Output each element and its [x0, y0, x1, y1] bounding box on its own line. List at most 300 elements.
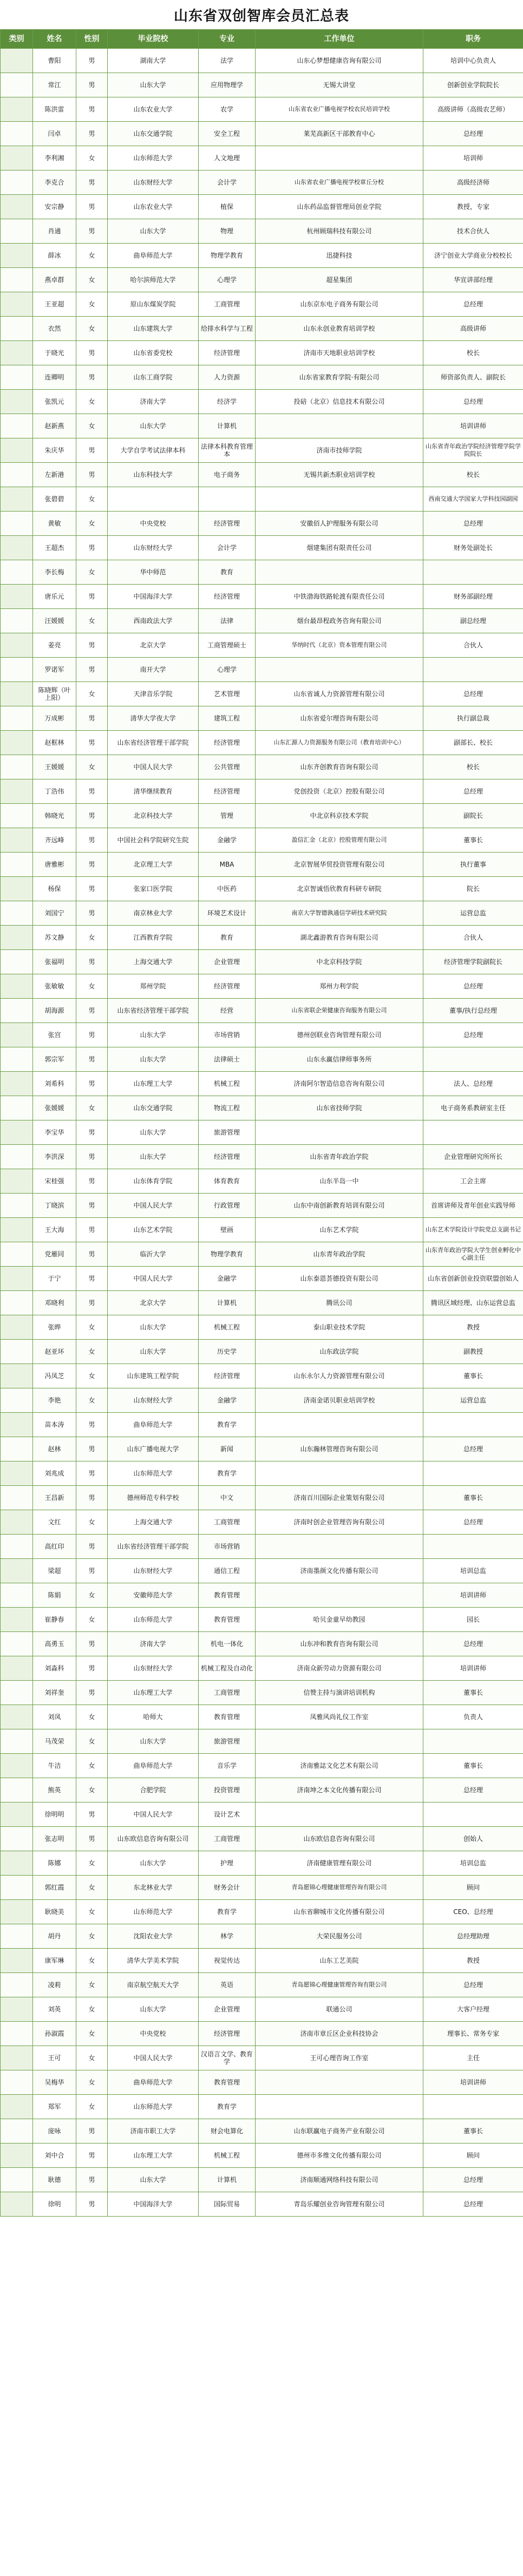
- cell-employer: 北京智诚悟欣教育科研专研院: [256, 877, 423, 901]
- cell-gender: 男: [76, 877, 108, 901]
- cell-school: 曲阜师范大学: [108, 244, 199, 268]
- cell-gender: 女: [76, 1924, 108, 1949]
- header-category: 类别: [1, 30, 33, 49]
- cell-school: 北京大学: [108, 633, 199, 658]
- cell-school: 合肥学院: [108, 1778, 199, 1802]
- cell-name: 朱庆华: [33, 438, 76, 463]
- table-row: [1, 1900, 523, 1924]
- cell-category: [1, 1973, 33, 1997]
- cell-employer: 山东省联企荣健康咨询服务有限公司: [256, 999, 423, 1023]
- cell-major: 经济管理: [199, 585, 256, 609]
- cell-school: 南京林业大学: [108, 901, 199, 926]
- cell-employer: 山东省聊城市文化传播有限公司: [256, 1900, 423, 1924]
- cell-name: 王可: [33, 2046, 76, 2070]
- cell-school: 山东省经济管理干部学院: [108, 999, 199, 1023]
- cell-major: 旅游管理: [199, 1729, 256, 1754]
- cell-category: [1, 999, 33, 1023]
- table-row: [1, 804, 523, 828]
- cell-employer: 南京大学智德孰通信学研技术研究院: [256, 901, 423, 926]
- cell-category: [1, 512, 33, 536]
- table-row: [1, 1145, 523, 1169]
- cell-category: [1, 1535, 33, 1559]
- cell-school: 北京科技大学: [108, 804, 199, 828]
- cell-major: 机械工程: [199, 1315, 256, 1340]
- cell-category: [1, 1388, 33, 1413]
- cell-employer: 山东药品监督管理局创业学院: [256, 195, 423, 219]
- cell-category: [1, 1315, 33, 1340]
- table-row: [1, 1778, 523, 1802]
- cell-school: 哈尔滨师范大学: [108, 268, 199, 292]
- header-employer: 工作单位: [256, 30, 423, 49]
- cell-school: 山东省经济管理干部学院: [108, 731, 199, 755]
- cell-name: 薛冰: [33, 244, 76, 268]
- table-row: [1, 317, 523, 341]
- cell-employer: 迅捷科技: [256, 244, 423, 268]
- cell-category: [1, 609, 33, 633]
- cell-position: 理事长、常务专家: [423, 2022, 523, 2046]
- table-row: [1, 633, 523, 658]
- cell-category: [1, 1218, 33, 1242]
- cell-category: [1, 341, 33, 365]
- cell-gender: 男: [76, 658, 108, 682]
- cell-gender: 女: [76, 1997, 108, 2022]
- cell-school: [108, 487, 199, 512]
- cell-school: 山东大学: [108, 1047, 199, 1072]
- cell-position: 培训总监: [423, 1559, 523, 1583]
- table-row: [1, 1535, 523, 1559]
- cell-category: [1, 2192, 33, 2217]
- cell-major: 计算机: [199, 414, 256, 438]
- cell-employer: [256, 1583, 423, 1608]
- cell-major: 工商管理硕士: [199, 633, 256, 658]
- table-row: [1, 1583, 523, 1608]
- cell-school: 山东交通学院: [108, 122, 199, 146]
- cell-position: [423, 2095, 523, 2119]
- cell-category: [1, 244, 33, 268]
- cell-position: 教授: [423, 1949, 523, 1973]
- cell-employer: [256, 560, 423, 585]
- cell-category: [1, 1705, 33, 1729]
- cell-school: 山东体育学院: [108, 1169, 199, 1194]
- cell-category: [1, 73, 33, 97]
- cell-category: [1, 755, 33, 779]
- cell-name: 刘凤: [33, 1705, 76, 1729]
- cell-major: 植保: [199, 195, 256, 219]
- cell-position: 董事长: [423, 2119, 523, 2144]
- cell-major: 英语: [199, 1973, 256, 1997]
- cell-employer: 山东永创业教育培训学校: [256, 317, 423, 341]
- cell-gender: 男: [76, 73, 108, 97]
- cell-category: [1, 1194, 33, 1218]
- cell-school: 中国海洋大学: [108, 2192, 199, 2217]
- cell-major: 计算机: [199, 2168, 256, 2192]
- cell-major: 法律硕士: [199, 1047, 256, 1072]
- cell-gender: 女: [76, 268, 108, 292]
- cell-employer: 泰山职业技术学院: [256, 1315, 423, 1340]
- cell-major: 投资管理: [199, 1778, 256, 1802]
- table-row: [1, 1023, 523, 1047]
- table-row: [1, 950, 523, 974]
- cell-gender: 男: [76, 1072, 108, 1096]
- cell-position: [423, 1461, 523, 1486]
- cell-gender: 男: [76, 779, 108, 804]
- cell-employer: 山东欧信息咨询有限公司: [256, 1827, 423, 1851]
- table-row: [1, 1632, 523, 1656]
- cell-employer: 青岛愿锦心理健康管理咨询有限公司: [256, 1876, 423, 1900]
- cell-gender: 女: [76, 317, 108, 341]
- cell-name: 黄敏: [33, 512, 76, 536]
- cell-employer: [256, 146, 423, 171]
- member-table: [0, 29, 523, 2217]
- table-row: [1, 853, 523, 877]
- cell-school: 山东艺术学院: [108, 1218, 199, 1242]
- cell-school: 北京大学: [108, 1291, 199, 1315]
- cell-position: 总经理: [423, 390, 523, 414]
- cell-category: [1, 122, 33, 146]
- cell-employer: 郑州力利学院: [256, 974, 423, 999]
- cell-gender: 女: [76, 609, 108, 633]
- cell-school: 山东理工大学: [108, 1072, 199, 1096]
- cell-major: 财会电算化: [199, 2119, 256, 2144]
- cell-category: [1, 1632, 33, 1656]
- cell-name: 苗本涛: [33, 1413, 76, 1437]
- cell-position: 董事长: [423, 1681, 523, 1705]
- cell-school: 湖南大学: [108, 49, 199, 73]
- cell-employer: [256, 487, 423, 512]
- cell-gender: 男: [76, 2192, 108, 2217]
- cell-major: 会计学: [199, 171, 256, 195]
- cell-position: 培训讲师: [423, 414, 523, 438]
- cell-major: 中文: [199, 1486, 256, 1510]
- cell-name: 高红印: [33, 1535, 76, 1559]
- cell-name: 赵框林: [33, 731, 76, 755]
- cell-school: 安徽师范大学: [108, 1583, 199, 1608]
- cell-major: 教育管理: [199, 1583, 256, 1608]
- cell-name: 李艳: [33, 1388, 76, 1413]
- cell-name: 凌莉: [33, 1973, 76, 1997]
- cell-name: 韩晓光: [33, 804, 76, 828]
- cell-position: 高级讲师（高级农艺师）: [423, 97, 523, 122]
- cell-gender: 女: [76, 1705, 108, 1729]
- cell-name: 王亚超: [33, 292, 76, 317]
- cell-category: [1, 1486, 33, 1510]
- cell-school: 临沂大学: [108, 1242, 199, 1267]
- cell-major: [199, 487, 256, 512]
- cell-position: 顾问: [423, 2144, 523, 2168]
- table-row: [1, 1851, 523, 1876]
- cell-position: 总经理: [423, 2168, 523, 2192]
- cell-school: 哈师大: [108, 1705, 199, 1729]
- table-row: [1, 1754, 523, 1778]
- cell-name: 郭宗军: [33, 1047, 76, 1072]
- cell-major: 公共管理: [199, 755, 256, 779]
- cell-school: 山东财经大学: [108, 536, 199, 560]
- cell-name: 齐远峰: [33, 828, 76, 853]
- cell-major: 经营: [199, 999, 256, 1023]
- cell-major: 经济管理: [199, 1364, 256, 1388]
- table-row: [1, 536, 523, 560]
- cell-major: 金融学: [199, 1388, 256, 1413]
- cell-position: 总经理: [423, 974, 523, 999]
- cell-name: 唐雅彬: [33, 853, 76, 877]
- cell-category: [1, 195, 33, 219]
- cell-name: 孙淑霞: [33, 2022, 76, 2046]
- cell-name: 陈娜: [33, 1851, 76, 1876]
- cell-position: 合伙人: [423, 926, 523, 950]
- cell-name: 李利湘: [33, 146, 76, 171]
- cell-position: 法人、总经理: [423, 1072, 523, 1096]
- cell-school: 中国人民大学: [108, 755, 199, 779]
- cell-position: 培训讲师: [423, 2070, 523, 2095]
- cell-position: 电子商务系教研室主任: [423, 1096, 523, 1120]
- cell-position: 济宁创业大学商业分校校长: [423, 244, 523, 268]
- cell-employer: [256, 1729, 423, 1754]
- cell-name: 马茂荣: [33, 1729, 76, 1754]
- cell-category: [1, 877, 33, 901]
- cell-category: [1, 1559, 33, 1583]
- cell-school: 山东财经大学: [108, 1559, 199, 1583]
- cell-employer: 山东泰恩荟德投资有限公司: [256, 1267, 423, 1291]
- cell-gender: 女: [76, 2022, 108, 2046]
- table-row: [1, 1729, 523, 1754]
- cell-category: [1, 1608, 33, 1632]
- cell-gender: 女: [76, 2095, 108, 2119]
- cell-school: 山东建筑工程学院: [108, 1364, 199, 1388]
- cell-employer: 烟台最昂程政务咨询有限公司: [256, 609, 423, 633]
- table-row: [1, 463, 523, 487]
- cell-school: 山东大学: [108, 1340, 199, 1364]
- cell-position: 培训讲师: [423, 1583, 523, 1608]
- table-row: [1, 1315, 523, 1340]
- cell-school: 山东大学: [108, 1023, 199, 1047]
- cell-category: [1, 1778, 33, 1802]
- cell-major: 会计学: [199, 536, 256, 560]
- cell-school: 清华大学夜大学: [108, 706, 199, 731]
- cell-employer: 山东省诚人力资源管理有限公司: [256, 682, 423, 706]
- cell-major: 汉语言文学、教育学: [199, 2046, 256, 2070]
- cell-school: 中国社会科学院研究生院: [108, 828, 199, 853]
- cell-position: [423, 658, 523, 682]
- table-row: [1, 97, 523, 122]
- title-bar: [0, 0, 523, 29]
- cell-gender: 女: [76, 1608, 108, 1632]
- cell-school: 曲阜师范大学: [108, 1754, 199, 1778]
- table-row: [1, 901, 523, 926]
- cell-name: 张福明: [33, 950, 76, 974]
- cell-school: 曲阜师范大学: [108, 2070, 199, 2095]
- cell-employer: 山东省技师学院: [256, 1096, 423, 1120]
- cell-major: 经济管理: [199, 974, 256, 999]
- cell-name: 唐乐元: [33, 585, 76, 609]
- cell-position: 工会主席: [423, 1169, 523, 1194]
- cell-school: 济南大学: [108, 390, 199, 414]
- cell-category: [1, 926, 33, 950]
- cell-school: 华中师范: [108, 560, 199, 585]
- cell-gender: 女: [76, 1876, 108, 1900]
- cell-gender: 男: [76, 1437, 108, 1461]
- cell-major: 林学: [199, 1924, 256, 1949]
- cell-major: 财务会计: [199, 1876, 256, 1900]
- cell-school: 济南市职工大学: [108, 2119, 199, 2144]
- cell-category: [1, 2070, 33, 2095]
- cell-position: 大客户经理: [423, 1997, 523, 2022]
- cell-name: 张敏敏: [33, 974, 76, 999]
- table-row: [1, 1705, 523, 1729]
- cell-position: 总经理: [423, 682, 523, 706]
- cell-category: [1, 463, 33, 487]
- cell-category: [1, 365, 33, 390]
- cell-employer: 山东省农业广播电视学校农民培训学校: [256, 97, 423, 122]
- cell-category: [1, 438, 33, 463]
- cell-category: [1, 585, 33, 609]
- cell-gender: 女: [76, 1949, 108, 1973]
- cell-name: 于晓光: [33, 341, 76, 365]
- table-row: [1, 585, 523, 609]
- cell-employer: [256, 414, 423, 438]
- cell-major: 金融学: [199, 828, 256, 853]
- cell-category: [1, 1461, 33, 1486]
- cell-school: 山东建筑大学: [108, 317, 199, 341]
- cell-name: 陈洪雷: [33, 97, 76, 122]
- cell-category: [1, 1729, 33, 1754]
- cell-gender: 女: [76, 1510, 108, 1535]
- cell-employer: 山东省爱尔理咨询有限公司: [256, 706, 423, 731]
- cell-category: [1, 1364, 33, 1388]
- cell-employer: 王可心理咨询工作室: [256, 2046, 423, 2070]
- cell-gender: 男: [76, 1120, 108, 1145]
- table-row: [1, 828, 523, 853]
- cell-gender: 女: [76, 1851, 108, 1876]
- cell-name: 耿晓美: [33, 1900, 76, 1924]
- cell-name: 赵林: [33, 1437, 76, 1461]
- cell-major: 中医药: [199, 877, 256, 901]
- cell-gender: 男: [76, 2144, 108, 2168]
- cell-position: 企业管理研究所所长: [423, 1145, 523, 1169]
- cell-employer: 中铁渤海铁路轮渡有限责任公司: [256, 585, 423, 609]
- cell-position: 财务部副经理: [423, 585, 523, 609]
- cell-category: [1, 2168, 33, 2192]
- cell-name: 胡海源: [33, 999, 76, 1023]
- cell-gender: 女: [76, 1973, 108, 1997]
- cell-name: 万成彬: [33, 706, 76, 731]
- cell-gender: 男: [76, 365, 108, 390]
- cell-school: 中央党校: [108, 512, 199, 536]
- cell-employer: 济南顺通网络科技有限公司: [256, 2168, 423, 2192]
- cell-category: [1, 1851, 33, 1876]
- cell-employer: 济南坤之本文化传播有限公司: [256, 1778, 423, 1802]
- cell-name: 张宫: [33, 1023, 76, 1047]
- cell-gender: 男: [76, 804, 108, 828]
- cell-employer: 山东半岛一中: [256, 1169, 423, 1194]
- cell-employer: 山东政法学院: [256, 1340, 423, 1364]
- cell-name: 曹阳: [33, 49, 76, 73]
- cell-school: 大学自学考试法律本科: [108, 438, 199, 463]
- cell-name: 刘英: [33, 1997, 76, 2022]
- cell-position: [423, 1120, 523, 1145]
- cell-gender: 男: [76, 1486, 108, 1510]
- cell-position: 副院长: [423, 804, 523, 828]
- cell-gender: 男: [76, 828, 108, 853]
- cell-category: [1, 731, 33, 755]
- header-position: 职务: [423, 30, 523, 49]
- cell-major: 经济管理: [199, 1145, 256, 1169]
- cell-employer: 山东永尔人力资源管理有限公司: [256, 1364, 423, 1388]
- cell-major: 机械工程: [199, 1072, 256, 1096]
- cell-category: [1, 536, 33, 560]
- table-row: [1, 999, 523, 1023]
- cell-category: [1, 1876, 33, 1900]
- cell-major: 通信工程: [199, 1559, 256, 1583]
- cell-position: [423, 560, 523, 585]
- cell-major: 教育学: [199, 1900, 256, 1924]
- cell-gender: 男: [76, 1169, 108, 1194]
- cell-major: 法律: [199, 609, 256, 633]
- cell-name: 姜亮: [33, 633, 76, 658]
- cell-major: 教育学: [199, 1413, 256, 1437]
- cell-name: 连卿明: [33, 365, 76, 390]
- cell-gender: 男: [76, 2119, 108, 2144]
- cell-school: 山东师范大学: [108, 1608, 199, 1632]
- cell-position: 董事长: [423, 1486, 523, 1510]
- cell-employer: 济南市章丘区企业科技协会: [256, 2022, 423, 2046]
- cell-position: 合伙人: [423, 633, 523, 658]
- cell-position: 高级经济师: [423, 171, 523, 195]
- cell-school: 山东广播电视大学: [108, 1437, 199, 1461]
- table-row: [1, 1242, 523, 1267]
- cell-position: 经济管理学院副院长: [423, 950, 523, 974]
- cell-major: 教育管理: [199, 1608, 256, 1632]
- table-row: [1, 926, 523, 950]
- cell-category: [1, 1997, 33, 2022]
- cell-employer: 哈贝金童早幼教园: [256, 1608, 423, 1632]
- cell-major: 管理: [199, 804, 256, 828]
- cell-name: 崔静春: [33, 1608, 76, 1632]
- cell-gender: 男: [76, 49, 108, 73]
- cell-employer: 山东省农业广播电视学校章丘分校: [256, 171, 423, 195]
- cell-employer: 投碚（北京）信息技术有限公司: [256, 390, 423, 414]
- cell-school: 中国人民大学: [108, 1194, 199, 1218]
- cell-position: 华宣讲部经理: [423, 268, 523, 292]
- cell-employer: 联通公司: [256, 1997, 423, 2022]
- cell-category: [1, 1583, 33, 1608]
- cell-category: [1, 2095, 33, 2119]
- table-row: [1, 512, 523, 536]
- cell-employer: 济南百川国际企业策划有限公司: [256, 1486, 423, 1510]
- table-row: [1, 2070, 523, 2095]
- cell-major: 法律本科教育管理本: [199, 438, 256, 463]
- cell-name: 闫卓: [33, 122, 76, 146]
- cell-gender: 男: [76, 2168, 108, 2192]
- cell-major: 教育学: [199, 2095, 256, 2119]
- cell-gender: 女: [76, 682, 108, 706]
- cell-employer: 济南市天地职业培训学校: [256, 341, 423, 365]
- cell-major: 壁画: [199, 1218, 256, 1242]
- cell-position: [423, 1047, 523, 1072]
- cell-gender: 女: [76, 2046, 108, 2070]
- cell-major: 新闻: [199, 1437, 256, 1461]
- cell-category: [1, 1120, 33, 1145]
- table-header-row: [1, 30, 523, 49]
- table-row: [1, 414, 523, 438]
- cell-position: 总经理助理: [423, 1924, 523, 1949]
- cell-category: [1, 1510, 33, 1535]
- cell-position: 校长: [423, 341, 523, 365]
- cell-employer: 凤雅风尚礼仪工作室: [256, 1705, 423, 1729]
- cell-school: 江西教育学院: [108, 926, 199, 950]
- table-row: [1, 2046, 523, 2070]
- table-row: [1, 779, 523, 804]
- cell-gender: 男: [76, 1461, 108, 1486]
